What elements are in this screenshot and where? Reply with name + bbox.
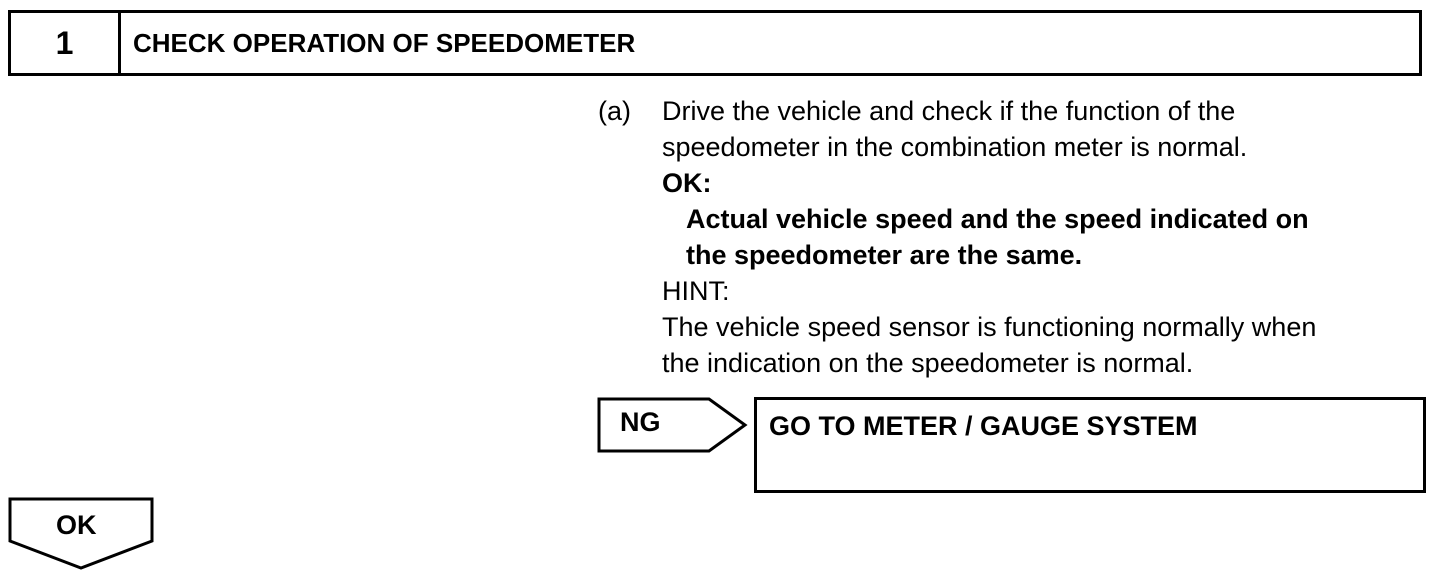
instruction-line-1: Drive the vehicle and check if the function of the xyxy=(662,96,1236,126)
step-header xyxy=(8,10,1422,76)
ok-heading: OK: xyxy=(662,168,712,198)
instruction-body xyxy=(662,93,1428,381)
instruction-block xyxy=(598,93,1428,381)
ok-criteria-line-2: the speedometer are the same. xyxy=(686,240,1083,270)
hint-line-1: The vehicle speed sensor is functioning normally when xyxy=(662,312,1317,342)
ok-label: OK xyxy=(56,510,97,540)
instruction-line-2: speedometer in the combination meter is normal. xyxy=(662,132,1248,162)
ok-criteria-line-1: Actual vehicle speed and the speed indicated on xyxy=(686,204,1309,234)
ng-target-box xyxy=(754,397,1426,493)
instruction-label: (a) xyxy=(598,96,631,126)
ng-target-text: GO TO METER / GAUGE SYSTEM xyxy=(769,411,1198,441)
step-number: 1 xyxy=(11,13,121,73)
step-title: CHECK OPERATION OF SPEEDOMETER xyxy=(133,27,636,58)
hint-line-2: the indication on the speedometer is normal. xyxy=(662,348,1194,378)
hint-heading: HINT: xyxy=(662,276,730,306)
ng-label: NG xyxy=(620,407,661,437)
